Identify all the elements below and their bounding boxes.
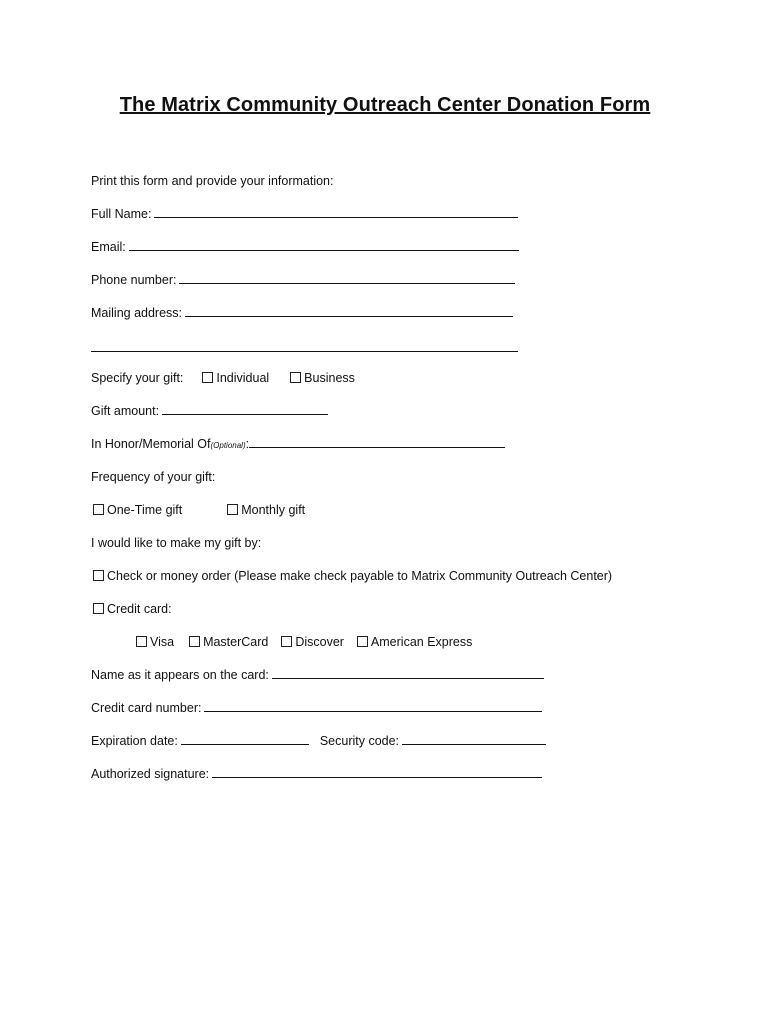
gift-type-row [91, 370, 355, 386]
gift-type-label: Specify your gift: [91, 371, 184, 385]
intro-text: Print this form and provide your information: [91, 174, 334, 188]
frequency-options-row [93, 502, 305, 518]
mailing-address-blank[interactable] [185, 305, 513, 317]
amex-label: American Express [370, 635, 473, 649]
optional-note: (Optional) [210, 441, 246, 450]
credit-card-label: Credit card: [107, 602, 172, 616]
individual-checkbox[interactable] [202, 372, 213, 383]
phone-blank[interactable] [179, 272, 515, 284]
name-on-card-row [91, 667, 544, 683]
honor-colon: : [245, 437, 250, 451]
signature-blank[interactable] [212, 766, 542, 778]
security-blank[interactable] [402, 733, 546, 745]
signature-label: Authorized signature: [91, 767, 210, 781]
monthly-label: Monthly gift [241, 503, 306, 517]
full-name-blank[interactable] [154, 206, 518, 218]
honor-label: In Honor/Memorial Of [91, 437, 211, 451]
mailing-address-row-2 [91, 340, 518, 356]
gift-amount-blank[interactable] [162, 403, 328, 415]
individual-label: Individual [216, 371, 270, 385]
signature-row [91, 766, 542, 782]
expiration-security-row [91, 733, 546, 749]
honor-blank[interactable] [249, 436, 505, 448]
expiration-blank[interactable] [181, 733, 309, 745]
mailing-address-blank-2[interactable] [91, 340, 518, 352]
gift-amount-label: Gift amount: [91, 404, 160, 418]
card-types-row [136, 634, 472, 650]
mastercard-checkbox[interactable] [189, 636, 200, 647]
card-number-row [91, 700, 542, 716]
security-label: Security code: [319, 734, 400, 748]
one-time-checkbox[interactable] [93, 504, 104, 515]
phone-row [91, 272, 515, 288]
email-label: Email: [91, 240, 126, 254]
business-checkbox[interactable] [290, 372, 301, 383]
phone-label: Phone number: [91, 273, 177, 287]
form-title: The Matrix Community Outreach Center Donation Form [119, 94, 651, 116]
business-label: Business [304, 371, 355, 385]
discover-label: Discover [295, 635, 344, 649]
credit-card-option-row [93, 601, 172, 617]
credit-card-checkbox[interactable] [93, 603, 104, 614]
visa-label: Visa [150, 635, 175, 649]
email-row [91, 239, 519, 255]
full-name-label: Full Name: [91, 207, 152, 221]
check-option-row [93, 568, 612, 584]
mailing-address-row [91, 305, 513, 321]
gift-amount-row [91, 403, 328, 419]
frequency-label: Frequency of your gift: [91, 470, 216, 484]
discover-checkbox[interactable] [281, 636, 292, 647]
check-checkbox[interactable] [93, 570, 104, 581]
mastercard-label: MasterCard [203, 635, 269, 649]
card-number-blank[interactable] [204, 700, 542, 712]
full-name-row [91, 206, 518, 222]
amex-checkbox[interactable] [357, 636, 368, 647]
check-label: Check or money order (Please make check payable to Matrix Community Outreach Center) [107, 569, 613, 583]
monthly-checkbox[interactable] [227, 504, 238, 515]
card-number-label: Credit card number: [91, 701, 202, 715]
name-on-card-blank[interactable] [272, 667, 544, 679]
one-time-label: One-Time gift [107, 503, 183, 517]
mailing-address-label: Mailing address: [91, 306, 183, 320]
expiration-label: Expiration date: [91, 734, 178, 748]
visa-checkbox[interactable] [136, 636, 147, 647]
honor-row [91, 436, 505, 454]
name-on-card-label: Name as it appears on the card: [91, 668, 269, 682]
payment-label: I would like to make my gift by: [91, 536, 262, 550]
email-blank[interactable] [129, 239, 519, 251]
